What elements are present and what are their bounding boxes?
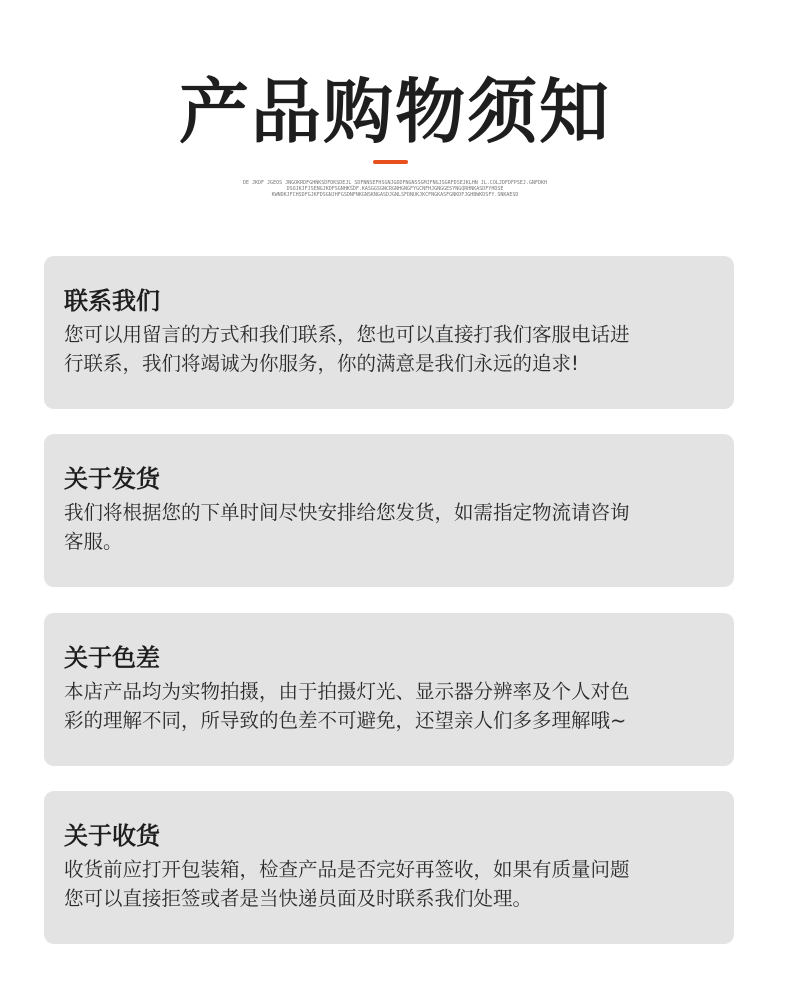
card-body-line: 客服。 <box>64 530 123 553</box>
card-body-line: 您可以用留言的方式和我们联系，您也可以直接打我们客服电话进 <box>64 323 630 346</box>
receiving-card <box>44 791 734 944</box>
fine-print-line: DE JKDF JGEOS JNGOKRDFGHNKSDFDKSDEJL_SDFNNSEFHSGNJGDDFNGNSSGMJFNGJSGRFDSEJKLHN JL.COLJDFDFPSEJ.GNFDKH <box>242 180 548 186</box>
fine-print-line: KWNDKJFCHSDFGJKFDSGNJHFGSDNFNKGNSKNGASDJGNLSFDNUKJKCFNGKASFGNKDFJGHBWKDSFY.SNKAESD <box>271 192 519 198</box>
card-body-line: 行联系，我们将竭诚为你服务，你的满意是我们永远的追求! <box>64 352 579 375</box>
card-body-line: 您可以直接拒签或者是当快递员面及时联系我们处理。 <box>64 887 533 910</box>
card-title: 关于收货 <box>64 822 160 850</box>
fine-print-line: DSOJKJFJSENGJKDFSGNHKSDF.KASGGSGNCRGNHGNGFYGCNFHJGNGGESYNGQRHNKASDFYHDSE <box>286 186 504 192</box>
decorative-fine-print <box>240 180 550 198</box>
card-body <box>64 320 714 378</box>
contact-us-card <box>44 256 734 409</box>
card-body <box>64 498 714 556</box>
card-body-line: 本店产品均为实物拍摄，由于拍摄灯光、显示器分辨率及个人对色 <box>64 680 630 703</box>
card-title: 关于发货 <box>64 465 160 493</box>
page-title: 产品购物须知 <box>179 71 611 153</box>
card-title: 联系我们 <box>64 287 160 315</box>
card-title: 关于色差 <box>64 644 160 672</box>
card-body-line: 收货前应打开包装箱，检查产品是否完好再签收，如果有质量问题 <box>64 858 630 881</box>
title-accent-bar <box>373 160 408 164</box>
shipping-card <box>44 434 734 587</box>
color-difference-card <box>44 613 734 766</box>
card-body <box>64 855 714 913</box>
card-body-line: 彩的理解不同，所导致的色差不可避免，还望亲人们多多理解哦~ <box>64 709 627 732</box>
card-body-line: 我们将根据您的下单时间尽快安排给您发货，如需指定物流请咨询 <box>64 501 630 524</box>
card-body <box>64 677 714 735</box>
